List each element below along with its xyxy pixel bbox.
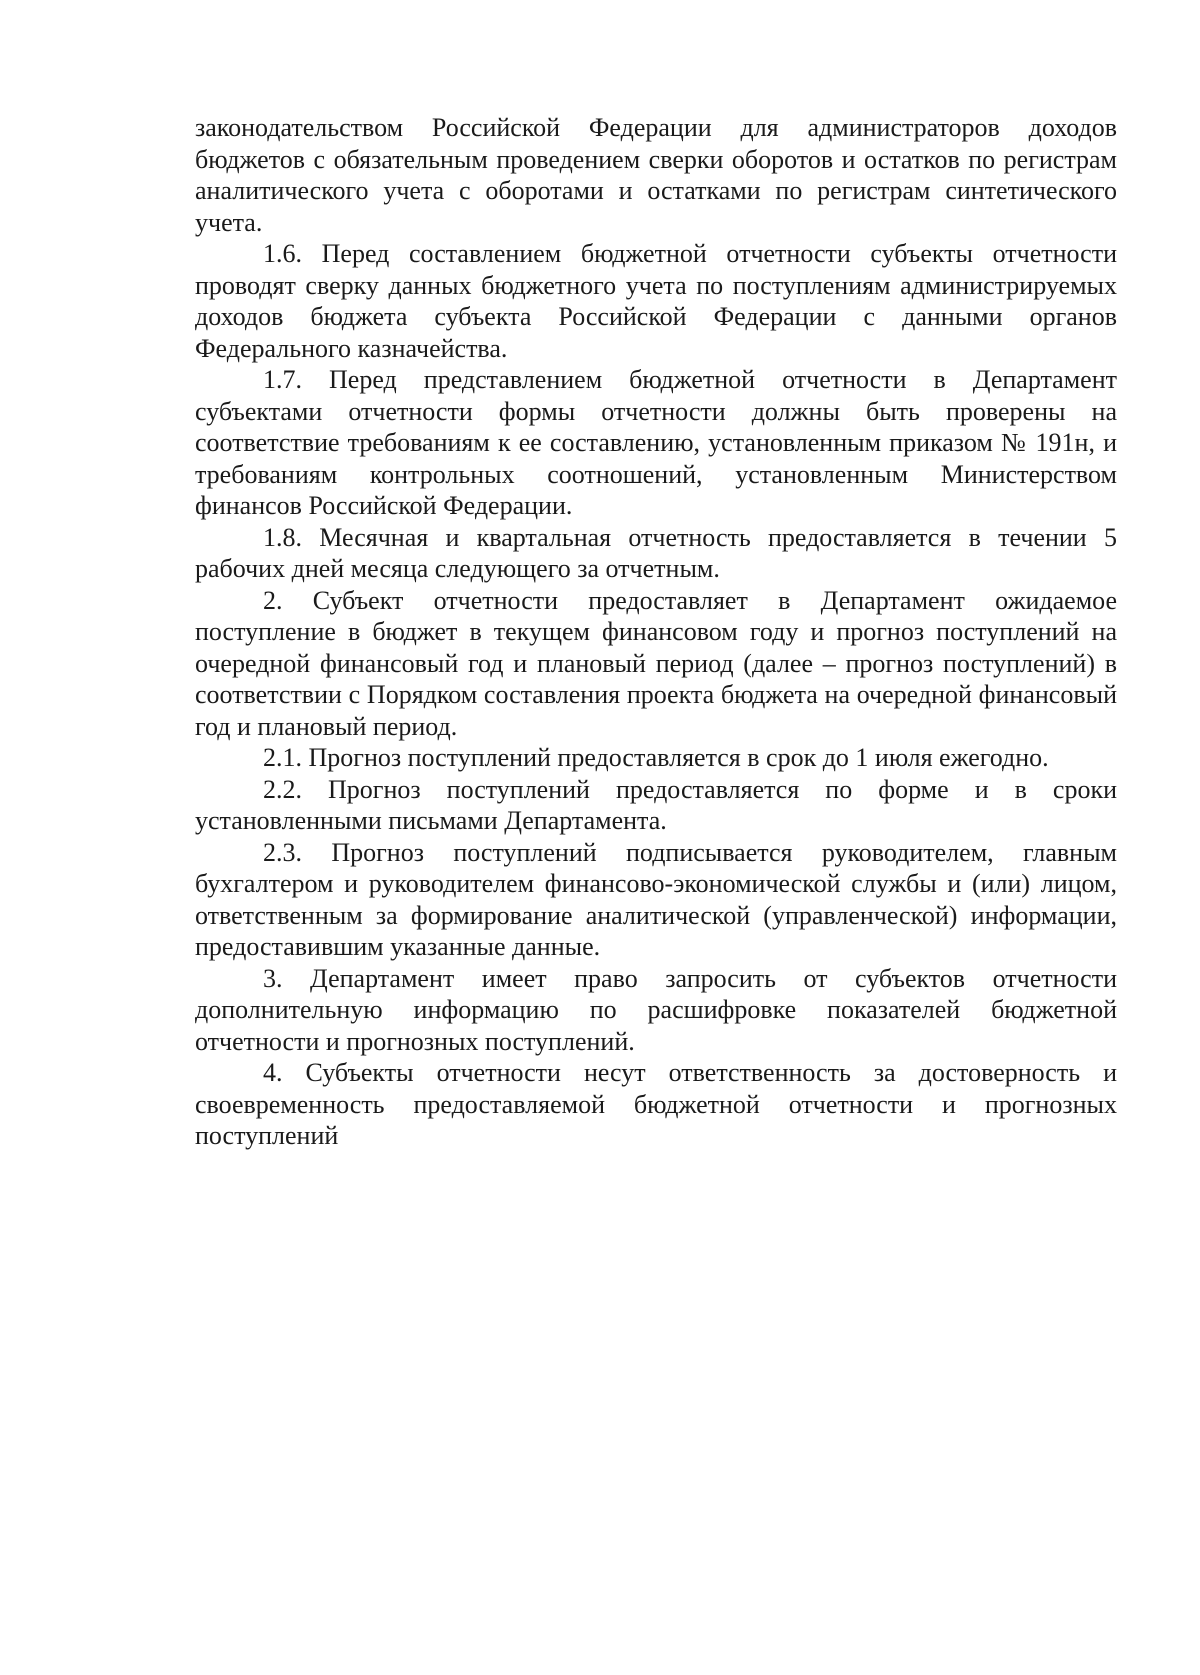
- paragraph-2-1: 2.1. Прогноз поступлений предоставляется в срок до 1 июля ежегодно.: [263, 743, 1049, 772]
- paragraph-continuation: законодательством Российской Федерации для администраторов доходов бюджетов с обязательным проведением сверки оборотов и остатков по регистрам аналитического учета с оборотами и остатками по регистрам синтетического учета.: [195, 113, 1117, 237]
- paragraph-1-7: 1.7. Перед представлением бюджетной отчетности в Департамент субъектами отчетности формы отчетности должны быть проверены на соответствие требованиям к ее составлению, установленным приказом № 191н, и требованиям контрольных соотношений, установленным Министерством финансов Российской Федерации.: [195, 365, 1117, 520]
- paragraph-1-8: 1.8. Месячная и квартальная отчетность предоставляется в течении 5 рабочих дней месяца следующего за отчетным.: [195, 522, 1117, 583]
- paragraph-2: 2. Субъект отчетности предоставляет в Департамент ожидаемое поступление в бюджет в текущем финансовом году и прогноз поступлений на очередной финансовый год и плановый период (далее – прогноз поступлений) в соответствии с Порядком составления проекта бюджета на очередной финансовый год и плановый период.: [195, 585, 1117, 741]
- paragraph-3: 3. Департамент имеет право запросить от субъектов отчетности дополнительную информацию по расшифровке показателей бюджетной отчетности и прогнозных поступлений.: [195, 963, 1117, 1056]
- document-body: [195, 112, 1117, 1152]
- paragraph-1-6: 1.6. Перед составлением бюджетной отчетности субъекты отчетности проводят сверку данных бюджетного учета по поступлениям администрируемых доходов бюджета субъекта Российской Федерации с данными органов Федерального казначейства.: [195, 239, 1117, 363]
- paragraph-2-2: 2.2. Прогноз поступлений предоставляется по форме и в сроки установленными письмами Департамента.: [195, 774, 1117, 835]
- paragraph-2-3: 2.3. Прогноз поступлений подписывается руководителем, главным бухгалтером и руководителем финансово-экономической службы и (или) лицом, ответственным за формирование аналитической (управленческой) информации, предоставившим указанные данные.: [195, 837, 1117, 961]
- paragraph-4: 4. Субъекты отчетности несут ответственность за достоверность и своевременность предоставляемой бюджетной отчетности и прогнозных поступлений: [195, 1058, 1117, 1150]
